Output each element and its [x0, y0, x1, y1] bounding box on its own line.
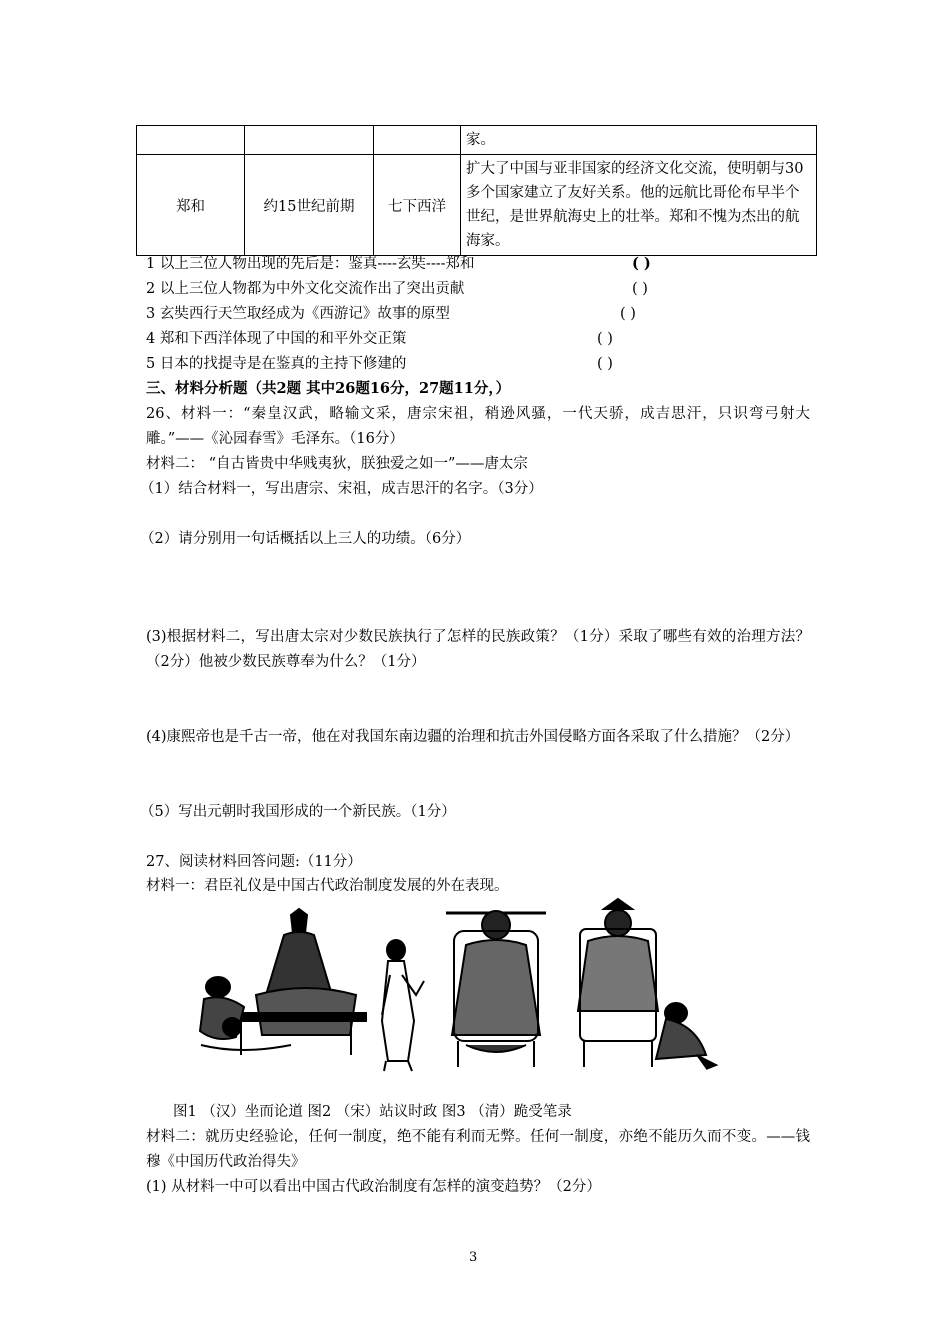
- q26-sub3: (3)根据材料二，写出唐太宗对少数民族执行了怎样的民族政策？（1分）采取了哪些有效的治理方法？（2分）他被少数民族尊奉为什么？（1分）: [146, 629, 810, 670]
- answer-paren[interactable]: ( ): [632, 281, 648, 297]
- qing-court-illustration: [578, 899, 716, 1069]
- judge-item: 1 以上三位人物出现的先后是：鉴真----玄奘----郑和: [146, 256, 475, 272]
- ritual-illustrations: [196, 895, 736, 1077]
- q26-sub5: （5）写出元朝时我国形成的一个新民族。（1分）: [140, 804, 456, 820]
- table-cell-period: 约15世纪前期: [245, 155, 374, 256]
- table-cell: 家。: [461, 126, 817, 155]
- section-heading: 三、材料分析题（共2题 其中26题16分，27题11分，）: [146, 380, 511, 397]
- answer-paren[interactable]: ( ): [597, 356, 613, 372]
- table-cell: [245, 126, 374, 155]
- q27-material2: 材料二：就历史经验论，任何一制度，绝不能有利而无弊。任何一制度，亦绝不能历久而不变。——钱穆《中国历代政治得失》: [146, 1129, 810, 1170]
- table-cell: [137, 126, 245, 155]
- page-number: 3: [469, 1250, 478, 1265]
- q26-material1: 26、材料一：“秦皇汉武，略输文采，唐宗宋祖，稍逊风骚，一代天骄，成吉思汗，只识弯弓射大雕。”——《沁园春雪》毛泽东。（16分）: [146, 406, 810, 447]
- judge-item: 5 日本的找提寺是在鉴真的主持下修建的: [146, 356, 407, 372]
- q26-material2: 材料二： “自古皆贵中华贱夷狄，朕独爱之如一”——唐太宗: [146, 456, 528, 472]
- q26-sub4: (4)康熙帝也是千古一帝，他在对我国东南边疆的治理和抗击外国侵略方面各采取了什么措施？（2分）: [146, 729, 800, 745]
- figures-table: [136, 125, 817, 256]
- judge-item: 4 郑和下西洋体现了中国的和平外交正策: [146, 331, 407, 347]
- table-cell-event: 七下西洋: [374, 155, 461, 256]
- table-cell-description: 扩大了中国与亚非国家的经济文化交流，使明朝与30多个国家建立了友好关系。他的远航比哥伦布早半个世纪，是世界航海史上的壮举。郑和不愧为杰出的航海家。: [461, 155, 817, 256]
- q27-title: 27、阅读材料回答问题:（11分）: [146, 854, 362, 870]
- table-cell: [374, 126, 461, 155]
- q27-sub1: (1) 从材料一中可以看出中国古代政治制度有怎样的演变趋势？（2分）: [146, 1179, 601, 1195]
- table-row: [137, 126, 817, 155]
- table-cell-name: 郑和: [137, 155, 245, 256]
- q27-material1: 材料一：君臣礼仪是中国古代政治制度发展的外在表现。: [146, 878, 509, 894]
- judge-item: 3 玄奘西行天竺取经成为《西游记》故事的原型: [146, 306, 450, 322]
- han-court-illustration: [200, 909, 366, 1055]
- answer-paren[interactable]: ( ): [597, 331, 613, 347]
- figure-caption: 图1 （汉）坐而论道 图2 （宋）站议时政 图3 （清）跪受笔录: [173, 1104, 572, 1120]
- song-court-illustration: [382, 911, 546, 1071]
- table-row: [137, 155, 817, 256]
- answer-paren[interactable]: ( ): [632, 255, 651, 272]
- q26-sub2: （2）请分别用一句话概括以上三人的功绩。（6分）: [140, 531, 471, 547]
- answer-paren[interactable]: ( ): [620, 306, 636, 322]
- q26-sub1: （1）结合材料一，写出唐宗、宋祖，成吉思汗的名字。（3分）: [140, 481, 543, 497]
- judge-item: 2 以上三位人物都为中外文化交流作出了突出贡献: [146, 281, 465, 297]
